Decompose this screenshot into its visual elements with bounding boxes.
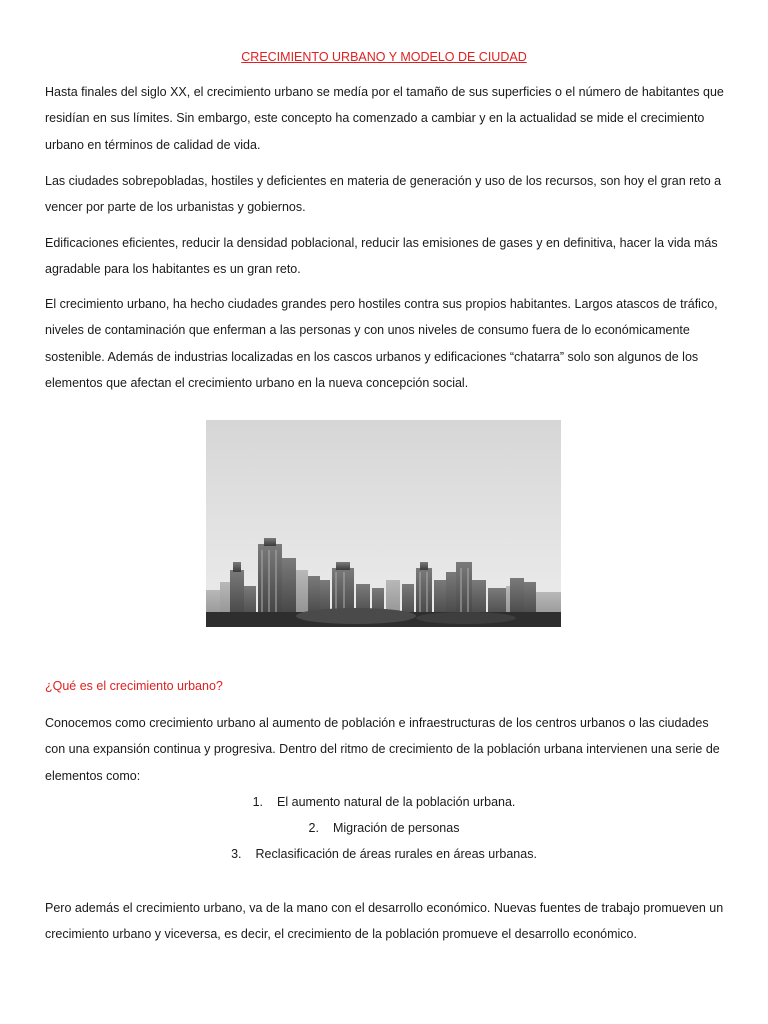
paragraph-2: Las ciudades sobrepobladas, hostiles y deficientes en materia de generación y uso de los recursos, son hoy el gran reto a vencer por parte de los urbanistas y gobiernos. <box>45 174 722 215</box>
list-item-text: Migración de personas <box>332 821 460 835</box>
section-heading: ¿Qué es el crecimiento urbano? <box>45 679 223 693</box>
paragraph-1: Hasta finales del siglo XX, el crecimiento urbano se medía por el tamaño de sus superficies o el número de habitantes que residían en sus límites. Sin embargo, este concepto ha comenzado a cambiar y en la actualidad se mide el crecimiento urbano en términos de calidad de vida. <box>45 85 724 152</box>
closing-paragraph: Pero además el crecimiento urbano, va de la mano con el desarrollo económico. Nuevas fuentes de trabajo promueven un crecimiento urbano y viceversa, es decir, el crecimiento de la población promueve el desarrollo económico. <box>45 901 724 942</box>
document-title: CRECIMIENTO URBANO Y MODELO DE CIUDAD <box>241 50 527 64</box>
list-item-number: 2. <box>308 821 319 835</box>
paragraph-3: Edificaciones eficientes, reducir la densidad poblacional, reducir las emisiones de gases y en definitiva, hacer la vida más agradable para los habitantes es un gran reto. <box>45 236 718 277</box>
list-item <box>0 844 768 864</box>
intro-paragraph: Conocemos como crecimiento urbano al aumento de población e infraestructuras de los centros urbanos o las ciudades con una expansión continua y progresiva. Dentro del ritmo de crecimiento de la población urbana intervienen una serie de elementos como: <box>45 716 720 783</box>
city-skyline-image <box>206 420 561 627</box>
list-item-text: Reclasificación de áreas rurales en áreas urbanas. <box>255 847 537 861</box>
list-item-number: 3. <box>231 847 242 861</box>
paragraph-4: El crecimiento urbano, ha hecho ciudades grandes pero hostiles contra sus propios habitantes. Largos atascos de tráfico, niveles de contaminación que enferman a las personas y con unos niveles de consumo fuera de lo económicamente sostenible. Además de industrias localizadas en los cascos urbanos y edificaciones “chatarra” solo son algunos de los elementos que afectan el crecimiento urbano en la nueva concepción social. <box>45 297 718 390</box>
list-item-text: El aumento natural de la población urbana. <box>277 795 516 809</box>
list-item-number: 1. <box>252 795 264 809</box>
list-item <box>0 792 768 812</box>
list-item <box>0 818 768 838</box>
